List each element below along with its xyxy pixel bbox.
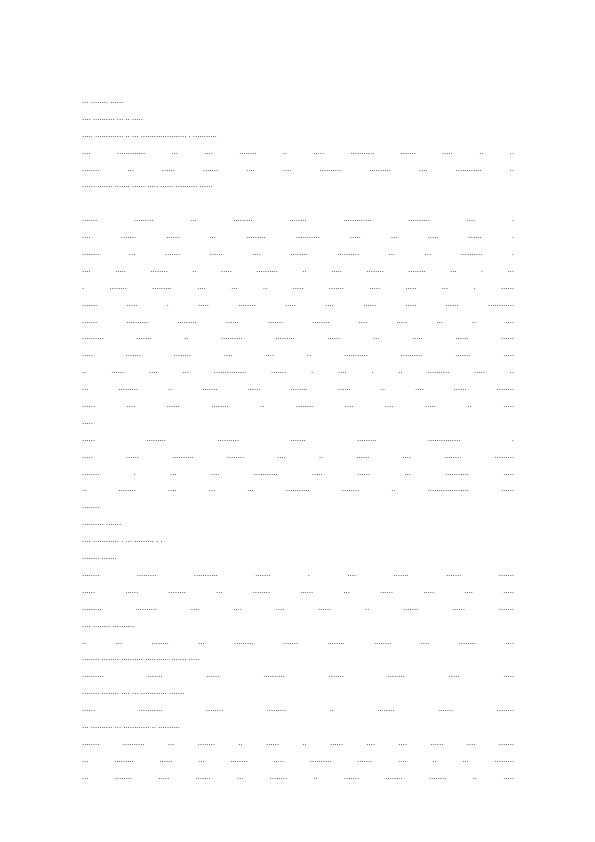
text-line: ······ ···· ······ ········ ·· ········ ···· ···· ····· ·· ····· bbox=[82, 403, 514, 412]
text-line: ··· ········ ······ bbox=[82, 99, 124, 107]
text-line: ···· ····· ········ ·· ····· ·········· ·· ····· ········ ········ ··· · ··· bbox=[82, 267, 514, 276]
text-line: ·········· ······· ·· ·········· ········· ······ ··· ····· ······ ······ bbox=[82, 335, 514, 344]
text-line: ···· ·········· ··· ·· ····· bbox=[82, 115, 143, 124]
text-line: ········ bbox=[82, 504, 100, 513]
text-line: ······ ······· ······· ······ ····· ······ ·········· ······ bbox=[82, 183, 213, 192]
text-line: ··· ········· ······ ··· ········ ····· ·········· ······· ···· ·· ··· ········· bbox=[82, 757, 514, 766]
text-line: ······· ········· ··· ········· ········ ············· ·········· ···· · bbox=[82, 217, 514, 226]
text-line: ·········· ······· ······ ·········· ······· ········ ····· ····· bbox=[82, 673, 514, 682]
text-line: ··· ········· ·· ······· ······ ········ ······ ·· ···· ······ ········ bbox=[82, 386, 514, 395]
text-line: ········· ·········· ···· ···· ···· ······ ·· ······· ······ ······· bbox=[82, 605, 514, 614]
text-line: ······ ··········· ········ ········· ·· ········ ······· ········ bbox=[82, 707, 514, 716]
text-line: ········ ········ ···· ··· ············ ······· bbox=[82, 690, 185, 699]
text-line: ······ ······ ········ ··· ········ ······ ··· ······ ····· ···· ····· bbox=[82, 588, 514, 597]
text-line: · ········ ········· ···· ··· ·· ····· ······· ····· ····· ··· · ······ bbox=[82, 284, 514, 293]
text-line: ········ ··· ······ ······· ···· ···· ·········· ·········· ···· ············ ·· bbox=[82, 166, 514, 175]
text-line: ······· ·········· ········· ······ ······· ········ ···· ····· ··· ·· ···· bbox=[82, 318, 514, 327]
text-line bbox=[82, 196, 514, 213]
text-line: ········ ·········· ··· ········ ·· ······ ·· ······ ···· ···· ······ ···· ······· bbox=[82, 740, 514, 749]
document-body bbox=[82, 95, 514, 788]
text-line: ········ ········ ·········· ··········· ······· ····· bbox=[82, 656, 200, 665]
text-line: ···· ············· ··· ···· ········ ·· ····· ··········· ······· ····· ·· ·· bbox=[82, 149, 514, 158]
text-line: ······· ····· · ····· ········ ····· ···· ······ ····· ······ ············ bbox=[82, 301, 514, 310]
text-line: ··· ········ ····· ······· ··· ········ ·· ······· ········ ········ ·· ····· bbox=[82, 774, 514, 783]
text-line: ···· ······· ······ ··· ········· ··········· ····· ··· ····· ······ · bbox=[82, 234, 514, 243]
text-line: ··· ·········· ··· ············ ·· ·········· bbox=[82, 723, 180, 732]
text-line: ····· ············· ·· ··· ····················· · ··········· bbox=[82, 132, 217, 141]
text-line: ····· ······ ·········· ········ ···· ·· ······ ···· ········ ········· bbox=[82, 453, 514, 462]
text-line: ····· bbox=[82, 419, 93, 428]
text-line: ········ ······· bbox=[82, 555, 117, 564]
text-line: ···· ············ · ··· ········· · · bbox=[82, 538, 163, 547]
text-line: ·· ······ ···· ··· ··············· ······· · ···· · ·· ·········· ····· ·· bbox=[82, 369, 514, 378]
text-line: ·········· ······· bbox=[82, 521, 122, 530]
text-line: ······ ········· ·········· ······· ········· ··············· · bbox=[82, 436, 514, 445]
text-line: ···· ········ ·········· bbox=[82, 622, 135, 631]
text-line: ········ · ··· ···· ··········· ····· ······ ··· ··········· ····· bbox=[82, 470, 514, 479]
text-line: ·· ········ ···· ··· ··· ··········· ········ ·· ··················· ······ bbox=[82, 487, 514, 496]
text-line: ·· ··· ········ ··· ········· ······· ········ ········ ···· ········ ···· bbox=[82, 639, 514, 648]
text-line: ········ ··· ······· ······ ···· ········ ·········· ··· ··· ·········· · bbox=[82, 251, 514, 260]
text-line: ····· ······· ········ ···· ···· ·· ··········· ·········· ······· ····· bbox=[82, 352, 514, 361]
text-line: ········ ········· ··········· ······· · ···· ······· ······· ······· bbox=[82, 571, 514, 580]
